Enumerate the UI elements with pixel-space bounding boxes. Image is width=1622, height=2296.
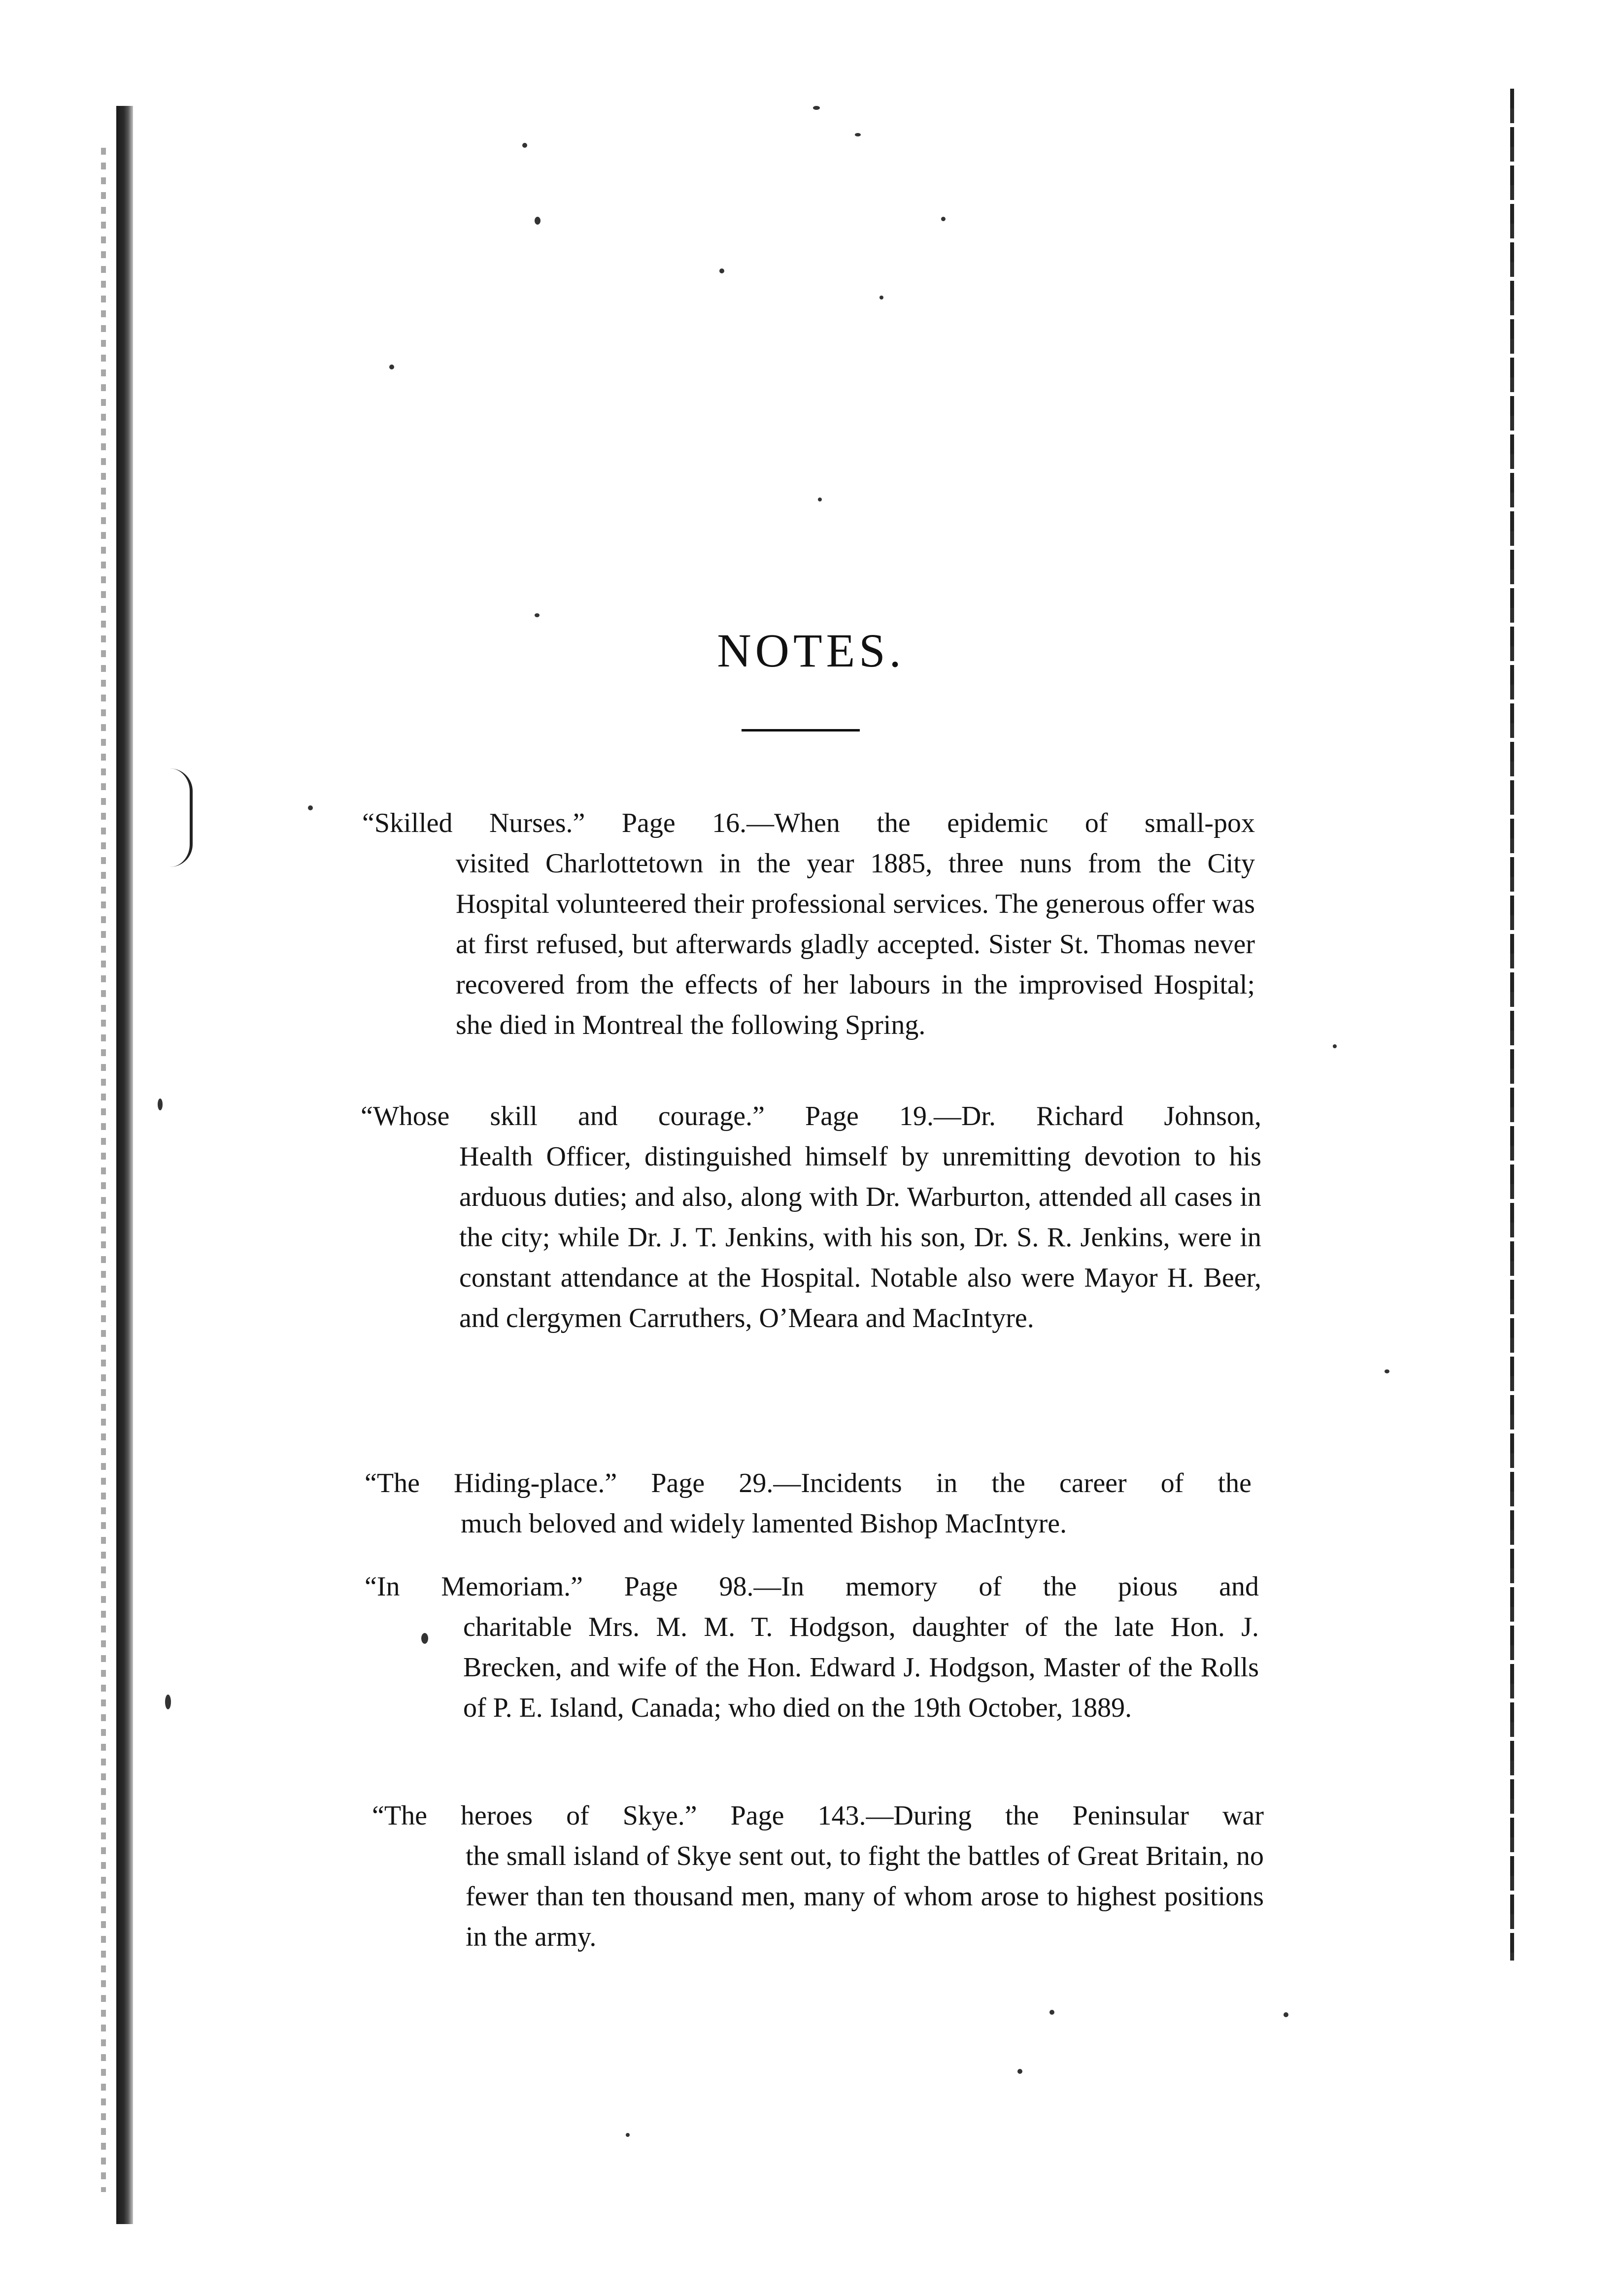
scan-speck [165, 1695, 171, 1709]
note-hiding-place [365, 1463, 1251, 1544]
note-in-memoriam [365, 1566, 1259, 1728]
scan-speck [818, 498, 822, 501]
note-text: Health Officer, distinguished himself by unremitting devotion to his arduous duties; and also, along with Dr. Warburton, attended all cases in the city; while Dr. J. T. Jenkins, with his son, Dr. S. R. Jenkins, were in constant attendance at the Hospital. Notable also were Mayor H. Beer, and clergymen Carruthers, O’Meara and MacIntyre. [459, 1141, 1261, 1333]
note-heading: “Skilled Nurses.” Page 16.—When the epidemic of small-pox [362, 808, 1255, 838]
note-heading: “The heroes of Skye.” Page 143.—During the Peninsular war [372, 1800, 1264, 1831]
note-heading: “Whose skill and courage.” Page 19.—Dr. Richard Johnson, [361, 1101, 1261, 1131]
scan-speck [522, 143, 527, 148]
scan-speck [719, 268, 724, 273]
title-rule [742, 729, 860, 732]
binding-edge [116, 106, 133, 2224]
scan-speck [1049, 2010, 1054, 2015]
note-heroes-of-skye [372, 1796, 1264, 1957]
scan-speck [855, 133, 861, 136]
page-title: NOTES. [717, 624, 905, 677]
scan-speck [626, 2133, 630, 2137]
note-text: visited Charlottetown in the year 1885, three nuns from the City Hospital volunteered their professional services. The generous offer was at first refused, but afterwards gladly accepted. Sister St. Thomas never recovered from the effects of her labours in the improvised Hospital; she died in Montreal the following Spring. [456, 848, 1255, 1040]
scan-speck [1284, 2012, 1288, 2017]
binding-shadow [101, 148, 106, 2192]
scan-speck [1385, 1369, 1389, 1373]
note-heading: “In Memoriam.” Page 98.—In memory of the pious and [365, 1571, 1259, 1602]
note-heading: “The Hiding-place.” Page 29.—Incidents in the career of the [365, 1468, 1251, 1498]
scan-speck [158, 1098, 163, 1110]
scan-speck [389, 365, 394, 369]
note-skilled-nurses [362, 803, 1255, 1045]
page-edge-right [1510, 89, 1514, 1961]
scan-speck [1333, 1044, 1337, 1048]
note-skill-and-courage [361, 1096, 1261, 1338]
note-text: the small island of Skye sent out, to fight the battles of Great Britain, no fewer than ten thousand men, many of whom arose to highest positions in the army. [466, 1841, 1264, 1952]
scan-speck [308, 805, 313, 810]
note-text: charitable Mrs. M. M. T. Hodgson, daughter of the late Hon. J. Brecken, and wife of the Hon. Edward J. Hodgson, Master of the Rolls of P. E. Island, Canada; who died on the 19th October, 1889. [463, 1612, 1259, 1723]
scan-speck [1017, 2069, 1022, 2074]
scan-speck [941, 217, 946, 221]
scan-speck [535, 217, 541, 225]
scan-speck [535, 613, 540, 617]
margin-mark [170, 768, 193, 867]
scan-speck [879, 296, 883, 299]
note-text: much beloved and widely lamented Bishop MacIntyre. [461, 1508, 1067, 1539]
scan-speck [813, 106, 820, 110]
